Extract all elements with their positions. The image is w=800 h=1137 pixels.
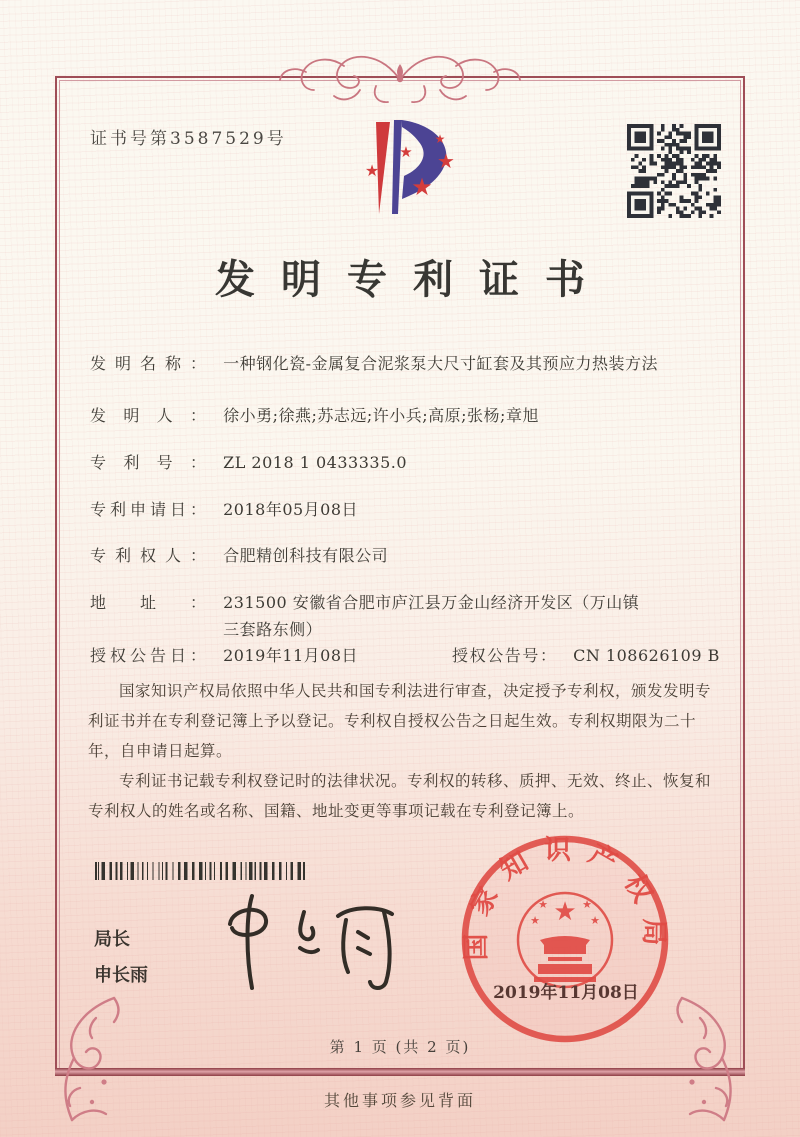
svg-text:★: ★ [590, 914, 600, 927]
director-name: 申长雨 [94, 965, 148, 986]
field-value: 合肥精创科技有限公司 [223, 546, 389, 565]
field-row-address [90, 589, 639, 643]
field-label: 授权公告号： [452, 646, 556, 665]
field-row-patent-number [90, 449, 407, 476]
director-signature [200, 882, 415, 1000]
field-value: CN 108626109 B [573, 646, 720, 665]
field-label: 专利权人： [90, 546, 206, 565]
svg-text:★: ★ [411, 173, 433, 201]
field-row-grant-date [90, 642, 358, 669]
director-block [94, 922, 148, 994]
field-value: 2019年11月08日 [223, 646, 359, 665]
address-line-1: 231500 安徽省合肥市庐江县万金山经济开发区（万山镇 [223, 593, 640, 612]
cnipa-logo-icon [322, 110, 494, 238]
top-flourish-icon [268, 46, 532, 108]
field-row-filing-date [90, 496, 358, 523]
field-row-invention-name [90, 350, 658, 377]
field-label: 发明名称： [90, 354, 206, 373]
certificate-title: 发明专利证书 [215, 256, 611, 303]
svg-text:★: ★ [530, 914, 540, 927]
seal-date: 2019年11月08日 [493, 983, 639, 1003]
field-label: 发明人： [90, 406, 206, 425]
field-label: 专利号： [90, 453, 206, 472]
official-seal-icon [450, 824, 680, 1054]
footer-note: 其他事项参见背面 [323, 1091, 476, 1110]
qr-code [627, 124, 721, 218]
field-row-inventors [90, 402, 539, 429]
field-label: 授权公告日： [90, 646, 206, 665]
svg-text:★: ★ [437, 149, 455, 173]
director-title: 局长 [94, 929, 130, 950]
svg-text:★: ★ [582, 898, 592, 911]
barcode [95, 862, 307, 880]
svg-text:★: ★ [364, 161, 380, 180]
field-label: 专利申请日： [90, 500, 206, 519]
svg-text:★: ★ [553, 897, 577, 927]
field-value: 徐小勇;徐燕;苏志远;许小兵;高原;张杨;章旭 [223, 406, 539, 425]
field-value: 一种钢化瓷-金属复合泥浆泵大尺寸缸套及其预应力热装方法 [223, 354, 659, 373]
page-number: 第 1 页 (共 2 页) [329, 1038, 471, 1056]
svg-text:★: ★ [538, 898, 548, 911]
svg-text:★: ★ [434, 132, 446, 146]
certificate-number: 证书号第3587529号 [90, 129, 287, 149]
field-row-patentee [90, 542, 388, 569]
field-value [223, 589, 639, 643]
legal-paragraphs [88, 676, 720, 826]
legal-paragraph-1: 国家知识产权局依照中华人民共和国专利法进行审查，决定授予专利权，颁发发明专利证书并在专利登记簿上予以登记。专利权自授权公告之日起生效。专利权期限为二十年，自申请日起算。 [88, 682, 712, 760]
field-row-grant-number [452, 642, 720, 669]
legal-paragraph-2: 专利证书记载专利权登记时的法律状况。专利权的转移、质押、无效、终止、恢复和专利权人的姓名或名称、国籍、地址变更等事项记载在专利登记簿上。 [88, 772, 712, 820]
address-line-2: 三套路东侧） [223, 620, 323, 639]
field-value: 2018年05月08日 [223, 500, 359, 519]
svg-text:★: ★ [399, 143, 413, 161]
field-label: 地址： [90, 593, 206, 612]
field-value: ZL 2018 1 0433335.0 [223, 453, 408, 472]
seal-text: 国家知识产权局 [460, 834, 670, 961]
